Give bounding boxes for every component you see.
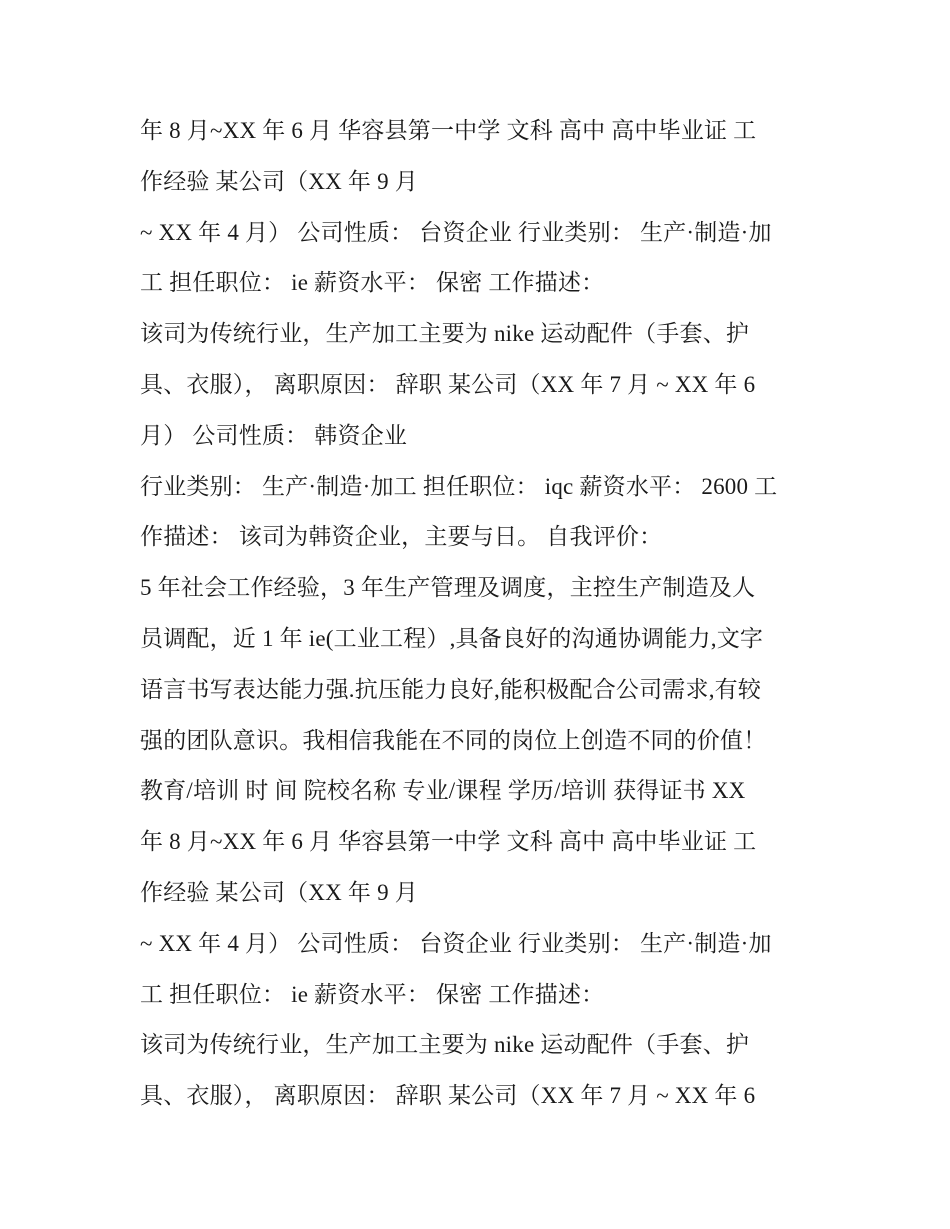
text-line: 作经验 某公司（XX 年 9 月 [140,168,418,194]
text-line: 具、衣服）， 离职原因： 辞职 某公司（XX 年 7 月 ~ XX 年 6 [140,371,756,397]
text-line: 语言书写表达能力强.抗压能力良好,能积极配合公司需求,有较 [140,676,762,702]
text-line: 5 年社会工作经验，3 年生产管理及调度，主控生产制造及人 [140,575,756,601]
text-line: 工 担任职位： ie 薪资水平： 保密 工作描述： [140,270,605,296]
text-line: 员调配，近 1 年 ie(工业工程）,具备良好的沟通协调能力,文字 [140,625,764,651]
text-line: 年 8 月~XX 年 6 月 华容县第一中学 文科 高中 高中毕业证 工 [140,829,757,855]
resume-text-body [140,106,820,1122]
text-line: 教育/培训 时 间 院校名称 专业/课程 学历/培训 获得证书 XX [140,778,746,804]
text-line: 具、衣服）， 离职原因： 辞职 某公司（XX 年 7 月 ~ XX 年 6 [140,1083,756,1109]
text-line: ~ XX 年 4 月） 公司性质： 台资企业 行业类别： 生产·制造·加 [140,930,772,956]
text-line: 行业类别： 生产·制造·加工 担任职位： iqc 薪资水平： 2600 工 [140,473,778,499]
text-line: ~ XX 年 4 月） 公司性质： 台资企业 行业类别： 生产·制造·加 [140,219,772,245]
text-line: 强的团队意识。我相信我能在不同的岗位上创造不同的价值！ [140,727,767,753]
text-line: 该司为传统行业，生产加工主要为 nike 运动配件（手套、护 [140,1032,750,1058]
text-line: 工 担任职位： ie 薪资水平： 保密 工作描述： [140,981,605,1007]
text-line: 作描述： 该司为韩资企业，主要与日。 自我评价： [140,524,663,550]
text-line: 年 8 月~XX 年 6 月 华容县第一中学 文科 高中 高中毕业证 工 [140,118,757,143]
text-line: 该司为传统行业，生产加工主要为 nike 运动配件（手套、护 [140,321,750,347]
text-line: 作经验 某公司（XX 年 9 月 [140,879,418,905]
text-line: 月） 公司性质： 韩资企业 [140,422,408,448]
